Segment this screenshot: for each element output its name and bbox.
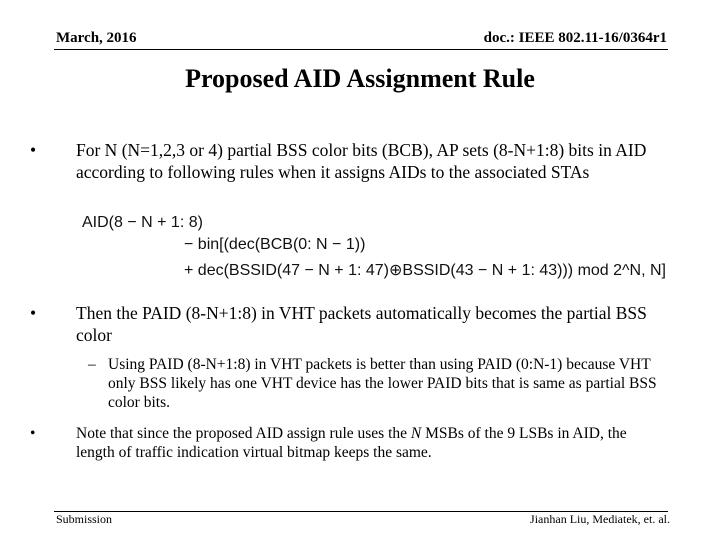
bullet-marker: • xyxy=(30,425,36,442)
note-text-start: Note that since the proposed AID assign rule uses the xyxy=(76,425,411,442)
bullet-marker: • xyxy=(30,303,37,323)
bullet-text: Then the PAID (8-N+1:8) in VHT packets automatically becomes the partial BSS color xyxy=(76,303,647,345)
sub-bullet-marker: – xyxy=(88,356,96,373)
header-divider xyxy=(54,49,668,50)
note-text-end: MSBs of the 9 LSBs in AID, the length of traffic indication virtual bitmap keeps the same. xyxy=(76,425,627,461)
formula-line-2: − bin[(dec(BCB(0: N − 1)) xyxy=(184,236,366,253)
bullet-text xyxy=(76,424,666,462)
footer-submission: Submission xyxy=(56,512,113,526)
note-variable-n: N xyxy=(410,425,422,442)
header-doc-id: doc.: IEEE 802.11-16/0364r1 xyxy=(483,30,667,46)
formula-line-3: + dec(BSSID(47 − N + 1: 47)⊕BSSID(43 − N + 1: 43))) mod 2^N, N] xyxy=(184,262,666,279)
aid-formula xyxy=(82,212,666,282)
bullet-marker: • xyxy=(30,140,37,160)
slide-title: Proposed AID Assignment Rule xyxy=(185,64,535,93)
header-date: March, 2016 xyxy=(56,30,137,46)
bullet-text: For N (N=1,2,3 or 4) partial BSS color bits (BCB), AP sets (8-N+1:8) bits in AID according to following rules when it assigns AIDs to the associated STAs xyxy=(76,140,647,182)
formula-line-1: AID(8 − N + 1: 8) xyxy=(82,214,203,231)
sub-bullet-text: Using PAID (8-N+1:8) in VHT packets is better than using PAID (0:N-1) because VHT only BSS likely has one VHT device has the lower PAID bits that is same as partial BSS color bits. xyxy=(108,356,657,411)
footer-author: Jianhan Liu, Mediatek, et. al. xyxy=(530,512,670,526)
